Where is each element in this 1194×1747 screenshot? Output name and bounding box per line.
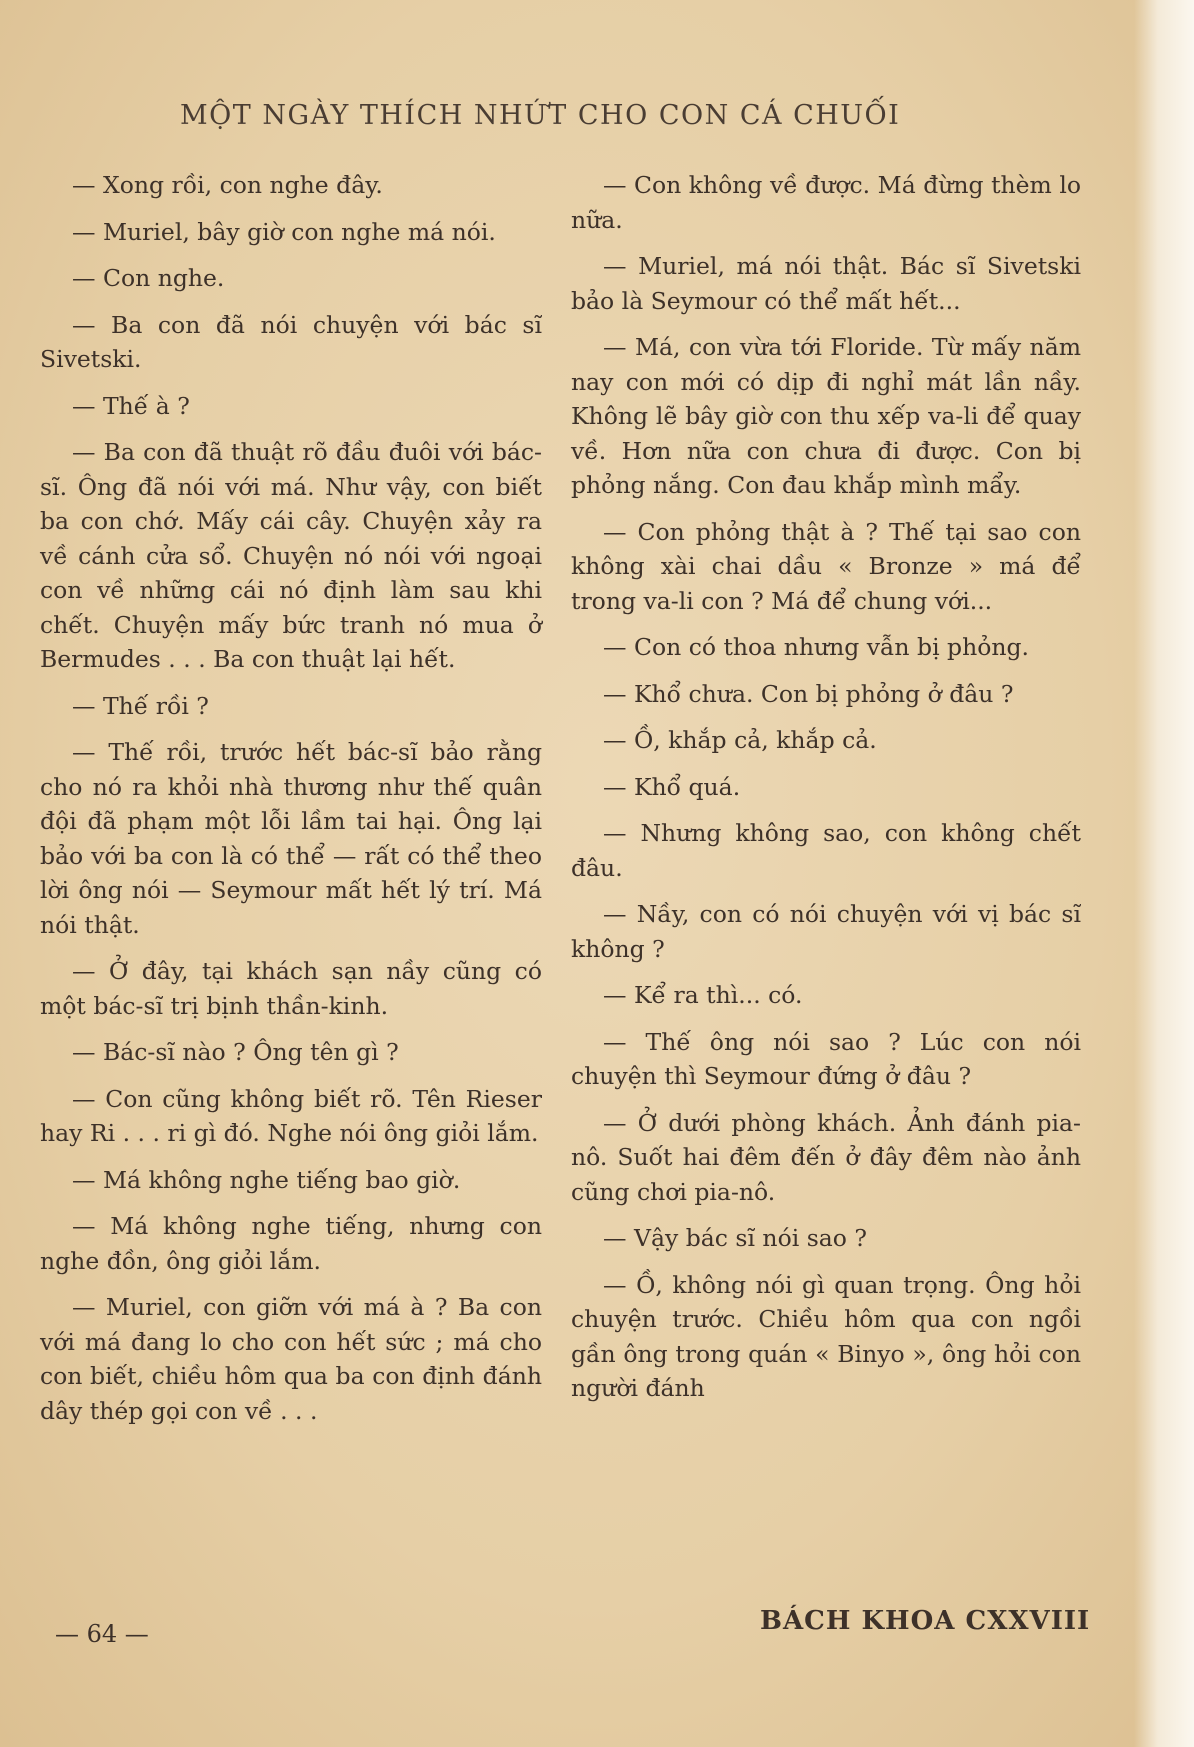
- paragraph: — Ồ, khắp cả, khắp cả.: [603, 726, 877, 754]
- paragraph: — Má, con vừa tới Floride. Từ mấy năm nay con mới có dịp đi nghỉ mát lần nầy. Không lẽ bây giờ con thu xếp va-li để quay về. Hơn nữa con chưa đi được. Con bị phỏng nắng. Con đau khắp mình mẩy.: [571, 333, 1081, 499]
- paragraph: — Thế rồi ?: [72, 691, 209, 720]
- journal-name: BÁCH KHOA CXXVIII: [760, 1606, 1091, 1636]
- paragraph: — Nầy, con có nói chuyện với vị bác sĩ không ?: [571, 900, 1081, 963]
- paragraph: — Vậy bác sĩ nói sao ?: [603, 1224, 867, 1252]
- paragraph: — Muriel, bây giờ con nghe má nói.: [72, 217, 496, 246]
- paragraph: — Thế à ?: [72, 391, 190, 420]
- right-column: [571, 168, 1081, 1418]
- paragraph: — Ba con đã thuật rõ đầu đuôi với bác-sĩ. Ông đã nói với má. Như vậy, con biết ba con chớ. Mấy cái cây. Chuyện xảy ra về cánh cửa sổ. Chuyện nó nói với ngoại con về những cái nó định làm sau khi chết. Chuyện mấy bức tranh nó mua ở Bermudes . . . Ba con thuật lại hết.: [40, 438, 542, 673]
- running-head: MỘT NGÀY THÍCH NHỨT CHO CON CÁ CHUỐI: [180, 100, 901, 131]
- paragraph: — Muriel, má nói thật. Bác sĩ Sivetski bảo là Seymour có thể mất hết...: [571, 252, 1081, 315]
- paragraph: — Ba con đã nói chuyện với bác sĩ Sivetski.: [40, 310, 542, 373]
- paragraph: — Con không về được. Má đừng thèm lo nữa.: [571, 171, 1081, 234]
- paragraph: — Kể ra thì... có.: [603, 981, 803, 1009]
- paragraph: — Má không nghe tiếng, nhưng con nghe đồn, ông giỏi lắm.: [40, 1212, 542, 1275]
- paragraph: — Con nghe.: [72, 264, 225, 292]
- paragraph: — Thế ông nói sao ? Lúc con nói chuyện thì Seymour đứng ở đâu ?: [571, 1027, 1081, 1090]
- left-column: [40, 168, 542, 1440]
- paragraph: — Con phỏng thật à ? Thế tại sao con không xài chai dầu « Bronze » má để trong va-li con ? Má để chung với...: [571, 517, 1081, 615]
- paragraph: — Bác-sĩ nào ? Ông tên gì ?: [72, 1038, 399, 1066]
- torn-page-edge: [1134, 0, 1194, 1747]
- paragraph: — Ở đây, tại khách sạn nầy cũng có một bác-sĩ trị bịnh thần-kinh.: [40, 957, 542, 1020]
- paragraph: — Thế rồi, trước hết bác-sĩ bảo rằng cho nó ra khỏi nhà thương như thế quân đội đã phạm một lỗi lầm tai hại. Ông lại bảo với ba con là có thể — rất có thể theo lời ông nói — Seymour mất hết lý trí. Má nói thật.: [40, 738, 542, 939]
- paragraph: — Khổ chưa. Con bị phỏng ở đâu ?: [603, 679, 1014, 708]
- paragraph: — Con có thoa nhưng vẫn bị phỏng.: [603, 633, 1030, 661]
- paragraph: — Xong rồi, con nghe đây.: [72, 171, 383, 199]
- paragraph: — Ở dưới phòng khách. Ảnh đánh pia-nô. Suốt hai đêm đến ở đây đêm nào ảnh cũng chơi pia-nô.: [571, 1108, 1081, 1206]
- paragraph: — Má không nghe tiếng bao giờ.: [72, 1165, 461, 1194]
- paragraph: — Ồ, không nói gì quan trọng. Ông hỏi chuyện trước. Chiều hôm qua con ngồi gần ông trong quán « Binyo », ông hỏi con người đánh: [571, 1270, 1081, 1402]
- paragraph: — Khổ quá.: [603, 772, 741, 801]
- page-number: — 64 —: [55, 1620, 149, 1648]
- paragraph: — Muriel, con giỡn với má à ? Ba con với má đang lo cho con hết sức ; má cho con biết, chiều hôm qua ba con định đánh dây thép gọi con về . . .: [40, 1293, 542, 1425]
- paragraph: — Con cũng không biết rõ. Tên Rieser hay Ri . . . ri gì đó. Nghe nói ông giỏi lắm.: [40, 1084, 542, 1147]
- paragraph: — Nhưng không sao, con không chết đâu.: [571, 819, 1081, 882]
